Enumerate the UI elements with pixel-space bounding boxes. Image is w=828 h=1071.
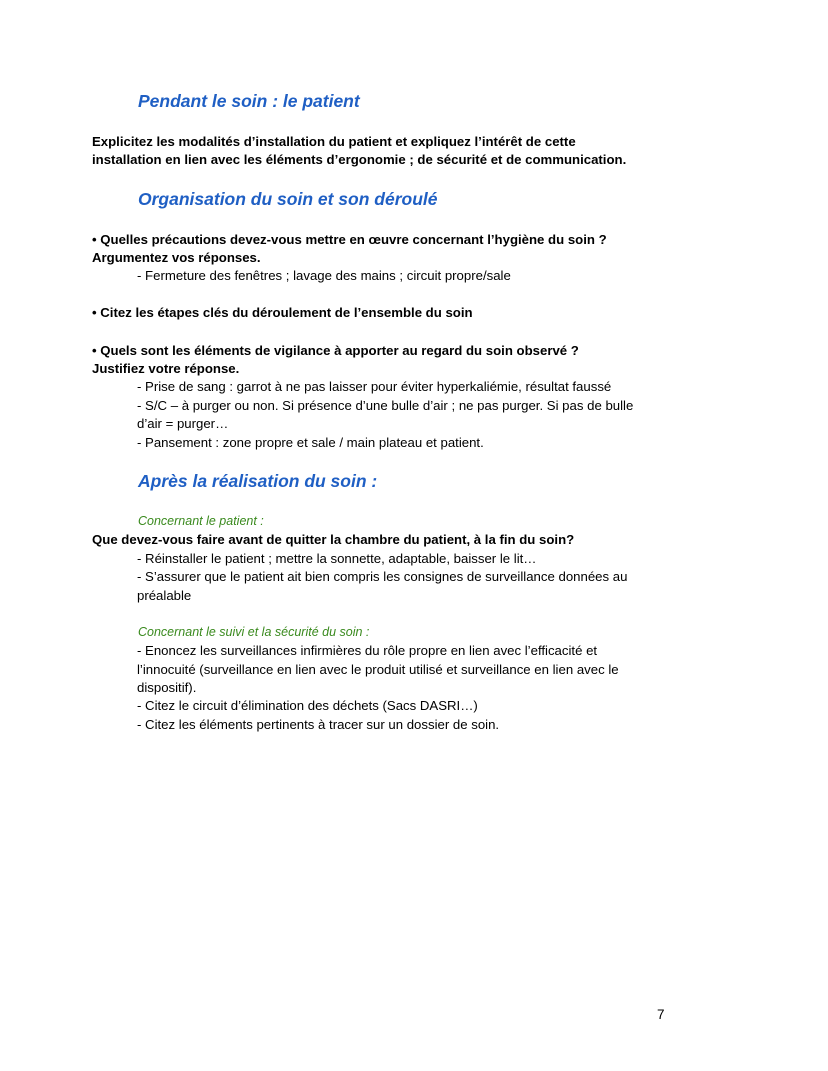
answer-line: - S/C – à purger ou non. Si présence d’une bulle d’air ; ne pas purger. Si pas de bulle bbox=[137, 398, 634, 413]
section-heading-pendant-le-soin: Pendant le soin : le patient bbox=[138, 91, 360, 111]
subheading-concernant-le-patient: Concernant le patient : bbox=[138, 514, 264, 528]
question-line: Argumentez vos réponses. bbox=[92, 250, 261, 265]
subheading-suivi-securite: Concernant le suivi et la sécurité du soin : bbox=[138, 625, 370, 639]
answer-line: - Enoncez les surveillances infirmières du rôle propre en lien avec l’efficacité et bbox=[137, 643, 598, 658]
answer-line: - Réinstaller le patient ; mettre la sonnette, adaptable, baisser le lit… bbox=[137, 551, 537, 566]
page-number: 7 bbox=[657, 1007, 665, 1022]
section-heading-organisation: Organisation du soin et son déroulé bbox=[138, 189, 438, 209]
answer-line: préalable bbox=[137, 588, 192, 603]
answer-line: l’innocuité (surveillance en lien avec le produit utilisé et surveillance en lien avec le bbox=[137, 662, 619, 677]
answer-line: - Citez les éléments pertinents à tracer sur un dossier de soin. bbox=[137, 717, 500, 732]
answer-line: dispositif). bbox=[137, 680, 197, 695]
question-line: • Quelles précautions devez-vous mettre en œuvre concernant l’hygiène du soin ? bbox=[92, 232, 607, 247]
question-line: installation en lien avec les éléments d’ergonomie ; de sécurité et de communication. bbox=[92, 152, 627, 167]
answer-line: - Citez le circuit d’élimination des déchets (Sacs DASRI…) bbox=[137, 698, 478, 713]
section-heading-apres-le-soin: Après la réalisation du soin : bbox=[138, 471, 378, 491]
answer-line: - Pansement : zone propre et sale / main plateau et patient. bbox=[137, 435, 484, 450]
question-line: Que devez-vous faire avant de quitter la chambre du patient, à la fin du soin? bbox=[92, 532, 575, 547]
question-line: Justifiez votre réponse. bbox=[92, 361, 240, 376]
question-line: Explicitez les modalités d’installation du patient et expliquez l’intérêt de cette bbox=[92, 134, 576, 149]
answer-line: - Prise de sang : garrot à ne pas laisser pour éviter hyperkaliémie, résultat faussé bbox=[137, 379, 612, 394]
question-line: • Citez les étapes clés du déroulement de l’ensemble du soin bbox=[92, 305, 473, 320]
answer-line: - Fermeture des fenêtres ; lavage des mains ; circuit propre/sale bbox=[137, 268, 511, 283]
question-line: • Quels sont les éléments de vigilance à apporter au regard du soin observé ? bbox=[92, 343, 579, 358]
answer-line: - S’assurer que le patient ait bien compris les consignes de surveillance données au bbox=[137, 569, 628, 584]
answer-line: d’air = purger… bbox=[137, 416, 229, 431]
